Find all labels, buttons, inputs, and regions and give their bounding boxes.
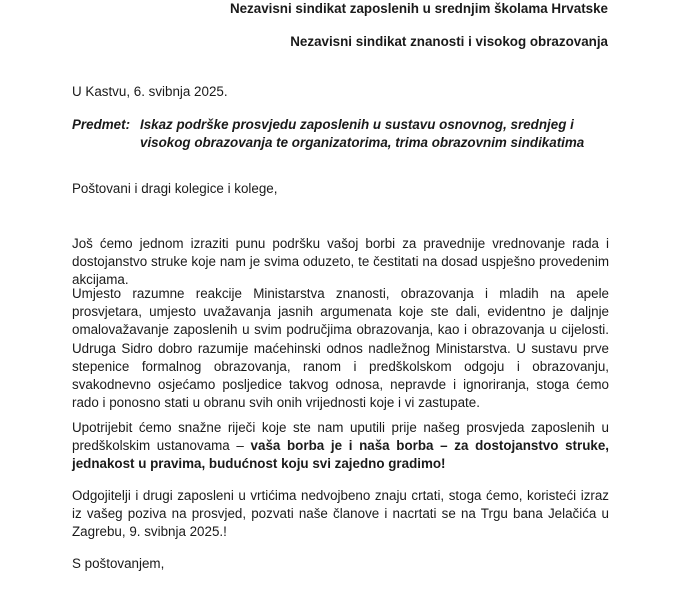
paragraph-slogan-bold: vaša borba je i naša borba – za dostojanstvo struke, jednakost u pravima, budućnost koju svi zajedno gradimo!: [72, 438, 609, 472]
recipient-line-1: Nezavisni sindikat zaposlenih u srednjim školama Hrvatske: [229, 1, 608, 16]
place-and-date: U Kastvu, 6. svibnja 2025.: [72, 84, 228, 99]
paragraph-support: Još ćemo jednom izraziti punu podršku vašoj borbi za pravednije vrednovanje rada i dostojanstvo struke koje nam je svima oduzeto, te čestitati na dosad uspješno provedenim akcijama.: [72, 236, 609, 288]
paragraph-invitation: Odgojitelji i drugi zaposleni u vrtićima nedvojbeno znaju crtati, stoga ćemo, koristeći izraz iz vašeg poziva na prosvjed, pozvati naše članove i nacrtati se na Trgu bana Jelačića u Zagrebu, 9. svibnja 2025.!: [72, 488, 609, 540]
salutation: Poštovani i dragi kolegice i kolege,: [72, 181, 278, 196]
subject-text: Iskaz podrške prosvjedu zaposlenih u sustavu osnovnog, srednjeg i visokog obrazovanja te organizatorima, trima obrazovnim sindikatima: [140, 117, 585, 150]
subject-block: [72, 116, 612, 152]
recipient-line-2: Nezavisni sindikat znanosti i visokog obrazovanja: [290, 34, 608, 49]
closing: S poštovanjem,: [72, 556, 165, 571]
paragraph-slogan: [72, 419, 609, 474]
subject-label: Predmet:: [72, 117, 131, 132]
paragraph-slogan-plain: Upotrijebit ćemo snažne riječi koje ste nam uputili prije našeg prosvjeda zaposlenih u predškolskim ustanovama –: [72, 420, 609, 454]
paragraph-ministry: Umjesto razumne reakcije Ministarstva znanosti, obrazovanja i mladih na apele prosvjetara, umjesto uvažavanja jasnih argumenata koje ste dali, evidentno je daljnje omalovažavanje zaposlenih u svim područjima obrazovanja, kao i obrazovanja u cijelosti. Udruga Sidro dobro razumije maćehinski odnos nadležnog Ministarstva. U sustavu prve stepenice formalnog obrazovanja, ranom i predškolskom odgoju i obrazovanju, svakodnevno osjećamo posljedice takvog odnosa, nepravde i ignoriranja, stoga ćemo rado i ponosno stati u obranu svih onih vrijednosti koje i vi zastupate.: [72, 286, 609, 411]
